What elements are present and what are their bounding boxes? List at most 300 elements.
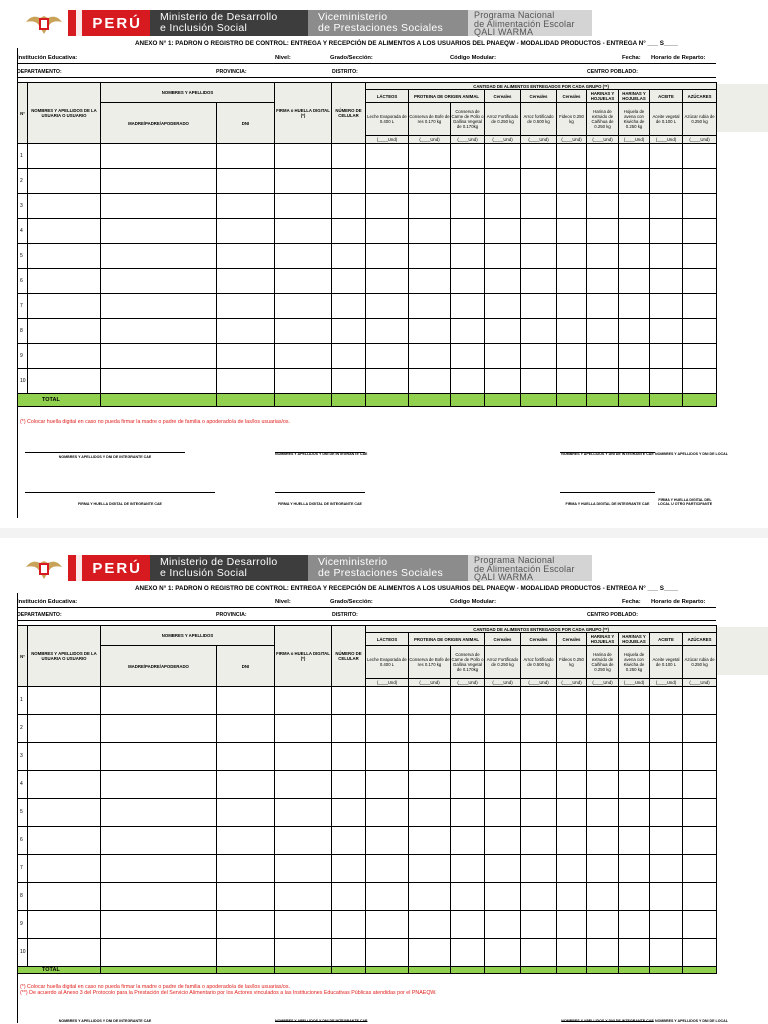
table-cell[interactable] <box>217 743 275 771</box>
table-cell[interactable] <box>101 169 217 194</box>
table-cell[interactable] <box>557 244 587 269</box>
table-cell[interactable] <box>217 319 275 344</box>
table-cell[interactable] <box>587 911 619 939</box>
table-cell[interactable] <box>521 319 557 344</box>
table-cell[interactable] <box>521 883 557 911</box>
table-cell[interactable] <box>521 771 557 799</box>
table-cell[interactable] <box>485 219 521 244</box>
table-cell[interactable] <box>650 715 683 743</box>
unid-cell[interactable]: (____Und) <box>451 679 485 687</box>
table-cell[interactable] <box>451 743 485 771</box>
table-cell[interactable] <box>683 883 717 911</box>
table-cell[interactable] <box>683 369 717 394</box>
table-cell[interactable] <box>275 855 332 883</box>
table-cell[interactable] <box>217 687 275 715</box>
table-cell[interactable] <box>683 799 717 827</box>
table-cell[interactable] <box>683 743 717 771</box>
table-cell[interactable] <box>650 799 683 827</box>
table-cell[interactable] <box>485 244 521 269</box>
table-cell[interactable] <box>587 855 619 883</box>
table-cell[interactable] <box>275 269 332 294</box>
table-cell[interactable] <box>451 369 485 394</box>
table-cell[interactable] <box>587 344 619 369</box>
table-cell[interactable] <box>587 269 619 294</box>
unid-cell[interactable]: (____Und) <box>485 679 521 687</box>
table-cell[interactable] <box>101 687 217 715</box>
table-cell[interactable] <box>366 687 409 715</box>
table-cell[interactable] <box>485 883 521 911</box>
table-cell[interactable] <box>521 269 557 294</box>
table-cell[interactable] <box>275 319 332 344</box>
table-cell[interactable] <box>217 715 275 743</box>
table-cell[interactable] <box>521 169 557 194</box>
table-cell[interactable] <box>101 194 217 219</box>
table-cell[interactable] <box>366 144 409 169</box>
table-cell[interactable] <box>409 911 451 939</box>
table-cell[interactable] <box>619 715 650 743</box>
table-cell[interactable] <box>28 771 101 799</box>
table-cell[interactable] <box>275 194 332 219</box>
table-cell[interactable] <box>366 799 409 827</box>
unid-cell[interactable]: (____Und) <box>650 136 683 144</box>
table-cell[interactable] <box>332 369 366 394</box>
table-cell[interactable] <box>332 169 366 194</box>
table-cell[interactable] <box>28 344 101 369</box>
table-cell[interactable] <box>451 855 485 883</box>
table-cell[interactable] <box>587 799 619 827</box>
table-cell[interactable] <box>451 687 485 715</box>
table-cell[interactable] <box>587 369 619 394</box>
table-cell[interactable] <box>557 344 587 369</box>
table-cell[interactable] <box>557 939 587 967</box>
table-cell[interactable] <box>619 194 650 219</box>
table-cell[interactable] <box>485 269 521 294</box>
table-cell[interactable] <box>217 144 275 169</box>
table-cell[interactable] <box>366 743 409 771</box>
table-cell[interactable] <box>587 144 619 169</box>
table-cell[interactable] <box>409 169 451 194</box>
table-cell[interactable] <box>332 344 366 369</box>
table-cell[interactable] <box>101 344 217 369</box>
table-cell[interactable] <box>275 715 332 743</box>
unid-cell[interactable]: (____Und) <box>587 679 619 687</box>
table-cell[interactable] <box>650 883 683 911</box>
table-cell[interactable] <box>451 144 485 169</box>
table-cell[interactable] <box>275 344 332 369</box>
table-cell[interactable] <box>485 771 521 799</box>
table-cell[interactable] <box>409 715 451 743</box>
table-cell[interactable] <box>485 169 521 194</box>
table-cell[interactable] <box>366 771 409 799</box>
table-cell[interactable] <box>557 319 587 344</box>
table-cell[interactable] <box>101 911 217 939</box>
table-cell[interactable] <box>366 194 409 219</box>
table-cell[interactable] <box>683 169 717 194</box>
table-cell[interactable] <box>485 194 521 219</box>
table-cell[interactable] <box>485 827 521 855</box>
table-cell[interactable] <box>332 269 366 294</box>
table-cell[interactable] <box>451 344 485 369</box>
table-cell[interactable] <box>619 799 650 827</box>
table-cell[interactable] <box>587 827 619 855</box>
table-cell[interactable] <box>366 883 409 911</box>
table-cell[interactable] <box>587 771 619 799</box>
table-cell[interactable] <box>275 827 332 855</box>
table-cell[interactable] <box>409 219 451 244</box>
table-cell[interactable] <box>650 269 683 294</box>
table-cell[interactable] <box>101 715 217 743</box>
table-cell[interactable] <box>451 319 485 344</box>
table-cell[interactable] <box>587 687 619 715</box>
table-cell[interactable] <box>619 687 650 715</box>
table-cell[interactable] <box>683 939 717 967</box>
table-cell[interactable] <box>366 219 409 244</box>
table-cell[interactable] <box>409 369 451 394</box>
table-cell[interactable] <box>619 855 650 883</box>
table-cell[interactable] <box>217 294 275 319</box>
table-cell[interactable] <box>451 883 485 911</box>
table-cell[interactable] <box>650 771 683 799</box>
unid-cell[interactable]: (____Und) <box>409 136 451 144</box>
table-cell[interactable] <box>101 939 217 967</box>
table-cell[interactable] <box>409 244 451 269</box>
table-cell[interactable] <box>485 799 521 827</box>
table-cell[interactable] <box>557 743 587 771</box>
unid-cell[interactable]: (____Und) <box>619 679 650 687</box>
table-cell[interactable] <box>28 827 101 855</box>
unid-cell[interactable]: (____Und) <box>409 679 451 687</box>
table-cell[interactable] <box>683 344 717 369</box>
table-cell[interactable] <box>332 294 366 319</box>
table-cell[interactable] <box>217 883 275 911</box>
table-cell[interactable] <box>332 799 366 827</box>
table-cell[interactable] <box>409 294 451 319</box>
table-cell[interactable] <box>557 715 587 743</box>
table-cell[interactable] <box>217 194 275 219</box>
table-cell[interactable] <box>28 799 101 827</box>
table-cell[interactable] <box>332 827 366 855</box>
table-cell[interactable] <box>485 344 521 369</box>
table-cell[interactable] <box>619 319 650 344</box>
table-cell[interactable] <box>366 715 409 743</box>
table-cell[interactable] <box>217 799 275 827</box>
table-cell[interactable] <box>217 219 275 244</box>
table-cell[interactable] <box>275 771 332 799</box>
table-cell[interactable] <box>587 194 619 219</box>
table-cell[interactable] <box>557 883 587 911</box>
table-cell[interactable] <box>28 743 101 771</box>
table-cell[interactable] <box>101 799 217 827</box>
table-cell[interactable] <box>521 687 557 715</box>
table-cell[interactable] <box>101 244 217 269</box>
table-cell[interactable] <box>650 855 683 883</box>
table-cell[interactable] <box>557 827 587 855</box>
table-cell[interactable] <box>332 743 366 771</box>
table-cell[interactable] <box>683 827 717 855</box>
table-cell[interactable] <box>650 939 683 967</box>
table-cell[interactable] <box>366 939 409 967</box>
table-cell[interactable] <box>366 244 409 269</box>
table-cell[interactable] <box>619 827 650 855</box>
table-cell[interactable] <box>557 194 587 219</box>
table-cell[interactable] <box>587 883 619 911</box>
table-cell[interactable] <box>485 294 521 319</box>
table-cell[interactable] <box>557 269 587 294</box>
table-cell[interactable] <box>485 743 521 771</box>
table-cell[interactable] <box>683 855 717 883</box>
table-cell[interactable] <box>683 771 717 799</box>
table-cell[interactable] <box>485 369 521 394</box>
table-cell[interactable] <box>332 319 366 344</box>
table-cell[interactable] <box>366 911 409 939</box>
table-cell[interactable] <box>101 827 217 855</box>
table-cell[interactable] <box>650 219 683 244</box>
table-cell[interactable] <box>217 169 275 194</box>
table-cell[interactable] <box>101 294 217 319</box>
table-cell[interactable] <box>485 939 521 967</box>
table-cell[interactable] <box>28 169 101 194</box>
table-cell[interactable] <box>101 883 217 911</box>
table-cell[interactable] <box>28 687 101 715</box>
table-cell[interactable] <box>521 715 557 743</box>
table-cell[interactable] <box>619 219 650 244</box>
table-cell[interactable] <box>619 294 650 319</box>
table-cell[interactable] <box>275 219 332 244</box>
table-cell[interactable] <box>275 911 332 939</box>
table-cell[interactable] <box>683 687 717 715</box>
table-cell[interactable] <box>217 344 275 369</box>
table-cell[interactable] <box>28 911 101 939</box>
table-cell[interactable] <box>332 715 366 743</box>
table-cell[interactable] <box>485 715 521 743</box>
table-cell[interactable] <box>28 194 101 219</box>
table-cell[interactable] <box>683 144 717 169</box>
table-cell[interactable] <box>28 883 101 911</box>
table-cell[interactable] <box>409 319 451 344</box>
table-cell[interactable] <box>619 771 650 799</box>
table-cell[interactable] <box>521 743 557 771</box>
table-cell[interactable] <box>521 369 557 394</box>
table-cell[interactable] <box>28 294 101 319</box>
table-cell[interactable] <box>409 194 451 219</box>
table-cell[interactable] <box>28 369 101 394</box>
table-cell[interactable] <box>557 855 587 883</box>
table-cell[interactable] <box>275 369 332 394</box>
unid-cell[interactable]: (____Und) <box>557 136 587 144</box>
table-cell[interactable] <box>650 911 683 939</box>
table-cell[interactable] <box>275 883 332 911</box>
table-cell[interactable] <box>587 169 619 194</box>
table-cell[interactable] <box>521 911 557 939</box>
table-cell[interactable] <box>485 144 521 169</box>
table-cell[interactable] <box>619 939 650 967</box>
table-cell[interactable] <box>521 294 557 319</box>
unid-cell[interactable]: (____Und) <box>366 136 409 144</box>
table-cell[interactable] <box>451 715 485 743</box>
table-cell[interactable] <box>409 883 451 911</box>
table-cell[interactable] <box>619 883 650 911</box>
unid-cell[interactable]: (____Und) <box>451 136 485 144</box>
table-cell[interactable] <box>217 244 275 269</box>
table-cell[interactable] <box>101 743 217 771</box>
table-cell[interactable] <box>521 344 557 369</box>
table-cell[interactable] <box>28 319 101 344</box>
table-cell[interactable] <box>366 369 409 394</box>
table-cell[interactable] <box>587 715 619 743</box>
table-cell[interactable] <box>101 771 217 799</box>
table-cell[interactable] <box>521 939 557 967</box>
table-cell[interactable] <box>275 144 332 169</box>
table-cell[interactable] <box>101 855 217 883</box>
table-cell[interactable] <box>619 344 650 369</box>
table-cell[interactable] <box>217 939 275 967</box>
table-cell[interactable] <box>557 771 587 799</box>
unid-cell[interactable]: (____Und) <box>587 136 619 144</box>
table-cell[interactable] <box>650 319 683 344</box>
table-cell[interactable] <box>366 169 409 194</box>
table-cell[interactable] <box>521 855 557 883</box>
table-cell[interactable] <box>217 369 275 394</box>
table-cell[interactable] <box>409 743 451 771</box>
table-cell[interactable] <box>451 799 485 827</box>
table-cell[interactable] <box>409 687 451 715</box>
table-cell[interactable] <box>28 144 101 169</box>
table-cell[interactable] <box>683 294 717 319</box>
table-cell[interactable] <box>683 911 717 939</box>
table-cell[interactable] <box>101 144 217 169</box>
table-cell[interactable] <box>650 294 683 319</box>
table-cell[interactable] <box>332 194 366 219</box>
table-cell[interactable] <box>217 855 275 883</box>
table-cell[interactable] <box>451 244 485 269</box>
table-cell[interactable] <box>587 244 619 269</box>
table-cell[interactable] <box>28 244 101 269</box>
table-cell[interactable] <box>217 771 275 799</box>
table-cell[interactable] <box>332 687 366 715</box>
table-cell[interactable] <box>275 939 332 967</box>
table-cell[interactable] <box>409 144 451 169</box>
table-cell[interactable] <box>366 294 409 319</box>
table-cell[interactable] <box>366 855 409 883</box>
table-cell[interactable] <box>217 827 275 855</box>
table-cell[interactable] <box>451 219 485 244</box>
table-cell[interactable] <box>557 169 587 194</box>
table-cell[interactable] <box>650 194 683 219</box>
table-cell[interactable] <box>587 219 619 244</box>
table-cell[interactable] <box>557 799 587 827</box>
table-cell[interactable] <box>409 269 451 294</box>
table-cell[interactable] <box>332 911 366 939</box>
table-cell[interactable] <box>451 169 485 194</box>
table-cell[interactable] <box>650 344 683 369</box>
table-cell[interactable] <box>683 244 717 269</box>
table-cell[interactable] <box>101 369 217 394</box>
table-cell[interactable] <box>521 799 557 827</box>
table-cell[interactable] <box>275 799 332 827</box>
table-cell[interactable] <box>275 244 332 269</box>
unid-cell[interactable]: (____Und) <box>683 136 717 144</box>
table-cell[interactable] <box>275 294 332 319</box>
table-cell[interactable] <box>650 687 683 715</box>
table-cell[interactable] <box>101 219 217 244</box>
table-cell[interactable] <box>619 244 650 269</box>
table-cell[interactable] <box>683 219 717 244</box>
table-cell[interactable] <box>366 827 409 855</box>
table-cell[interactable] <box>683 715 717 743</box>
table-cell[interactable] <box>521 827 557 855</box>
table-cell[interactable] <box>409 771 451 799</box>
table-cell[interactable] <box>485 855 521 883</box>
table-cell[interactable] <box>650 144 683 169</box>
table-cell[interactable] <box>409 799 451 827</box>
table-cell[interactable] <box>683 269 717 294</box>
table-cell[interactable] <box>451 194 485 219</box>
table-cell[interactable] <box>587 939 619 967</box>
table-cell[interactable] <box>619 269 650 294</box>
table-cell[interactable] <box>101 269 217 294</box>
unid-cell[interactable]: (____Und) <box>619 136 650 144</box>
table-cell[interactable] <box>28 939 101 967</box>
table-cell[interactable] <box>521 244 557 269</box>
table-cell[interactable] <box>28 219 101 244</box>
table-cell[interactable] <box>101 319 217 344</box>
table-cell[interactable] <box>366 269 409 294</box>
unid-cell[interactable]: (____Und) <box>485 136 521 144</box>
unid-cell[interactable]: (____Und) <box>366 679 409 687</box>
table-cell[interactable] <box>557 294 587 319</box>
table-cell[interactable] <box>650 743 683 771</box>
table-cell[interactable] <box>557 369 587 394</box>
table-cell[interactable] <box>275 743 332 771</box>
unid-cell[interactable]: (____Und) <box>683 679 717 687</box>
table-cell[interactable] <box>28 269 101 294</box>
table-cell[interactable] <box>409 855 451 883</box>
table-cell[interactable] <box>451 771 485 799</box>
table-cell[interactable] <box>409 939 451 967</box>
table-cell[interactable] <box>332 855 366 883</box>
table-cell[interactable] <box>587 743 619 771</box>
table-cell[interactable] <box>683 319 717 344</box>
table-cell[interactable] <box>619 369 650 394</box>
table-cell[interactable] <box>332 144 366 169</box>
table-cell[interactable] <box>619 911 650 939</box>
table-cell[interactable] <box>409 827 451 855</box>
table-cell[interactable] <box>619 144 650 169</box>
table-cell[interactable] <box>332 219 366 244</box>
table-cell[interactable] <box>521 194 557 219</box>
table-cell[interactable] <box>619 743 650 771</box>
table-cell[interactable] <box>587 319 619 344</box>
table-cell[interactable] <box>332 883 366 911</box>
table-cell[interactable] <box>650 169 683 194</box>
table-cell[interactable] <box>451 911 485 939</box>
table-cell[interactable] <box>650 369 683 394</box>
unid-cell[interactable]: (____Und) <box>650 679 683 687</box>
table-cell[interactable] <box>332 939 366 967</box>
unid-cell[interactable]: (____Und) <box>521 136 557 144</box>
table-cell[interactable] <box>557 144 587 169</box>
table-cell[interactable] <box>557 219 587 244</box>
table-cell[interactable] <box>485 911 521 939</box>
table-cell[interactable] <box>366 344 409 369</box>
table-cell[interactable] <box>28 715 101 743</box>
table-cell[interactable] <box>683 194 717 219</box>
table-cell[interactable] <box>557 911 587 939</box>
table-cell[interactable] <box>28 855 101 883</box>
table-cell[interactable] <box>650 244 683 269</box>
table-cell[interactable] <box>217 911 275 939</box>
table-cell[interactable] <box>409 344 451 369</box>
